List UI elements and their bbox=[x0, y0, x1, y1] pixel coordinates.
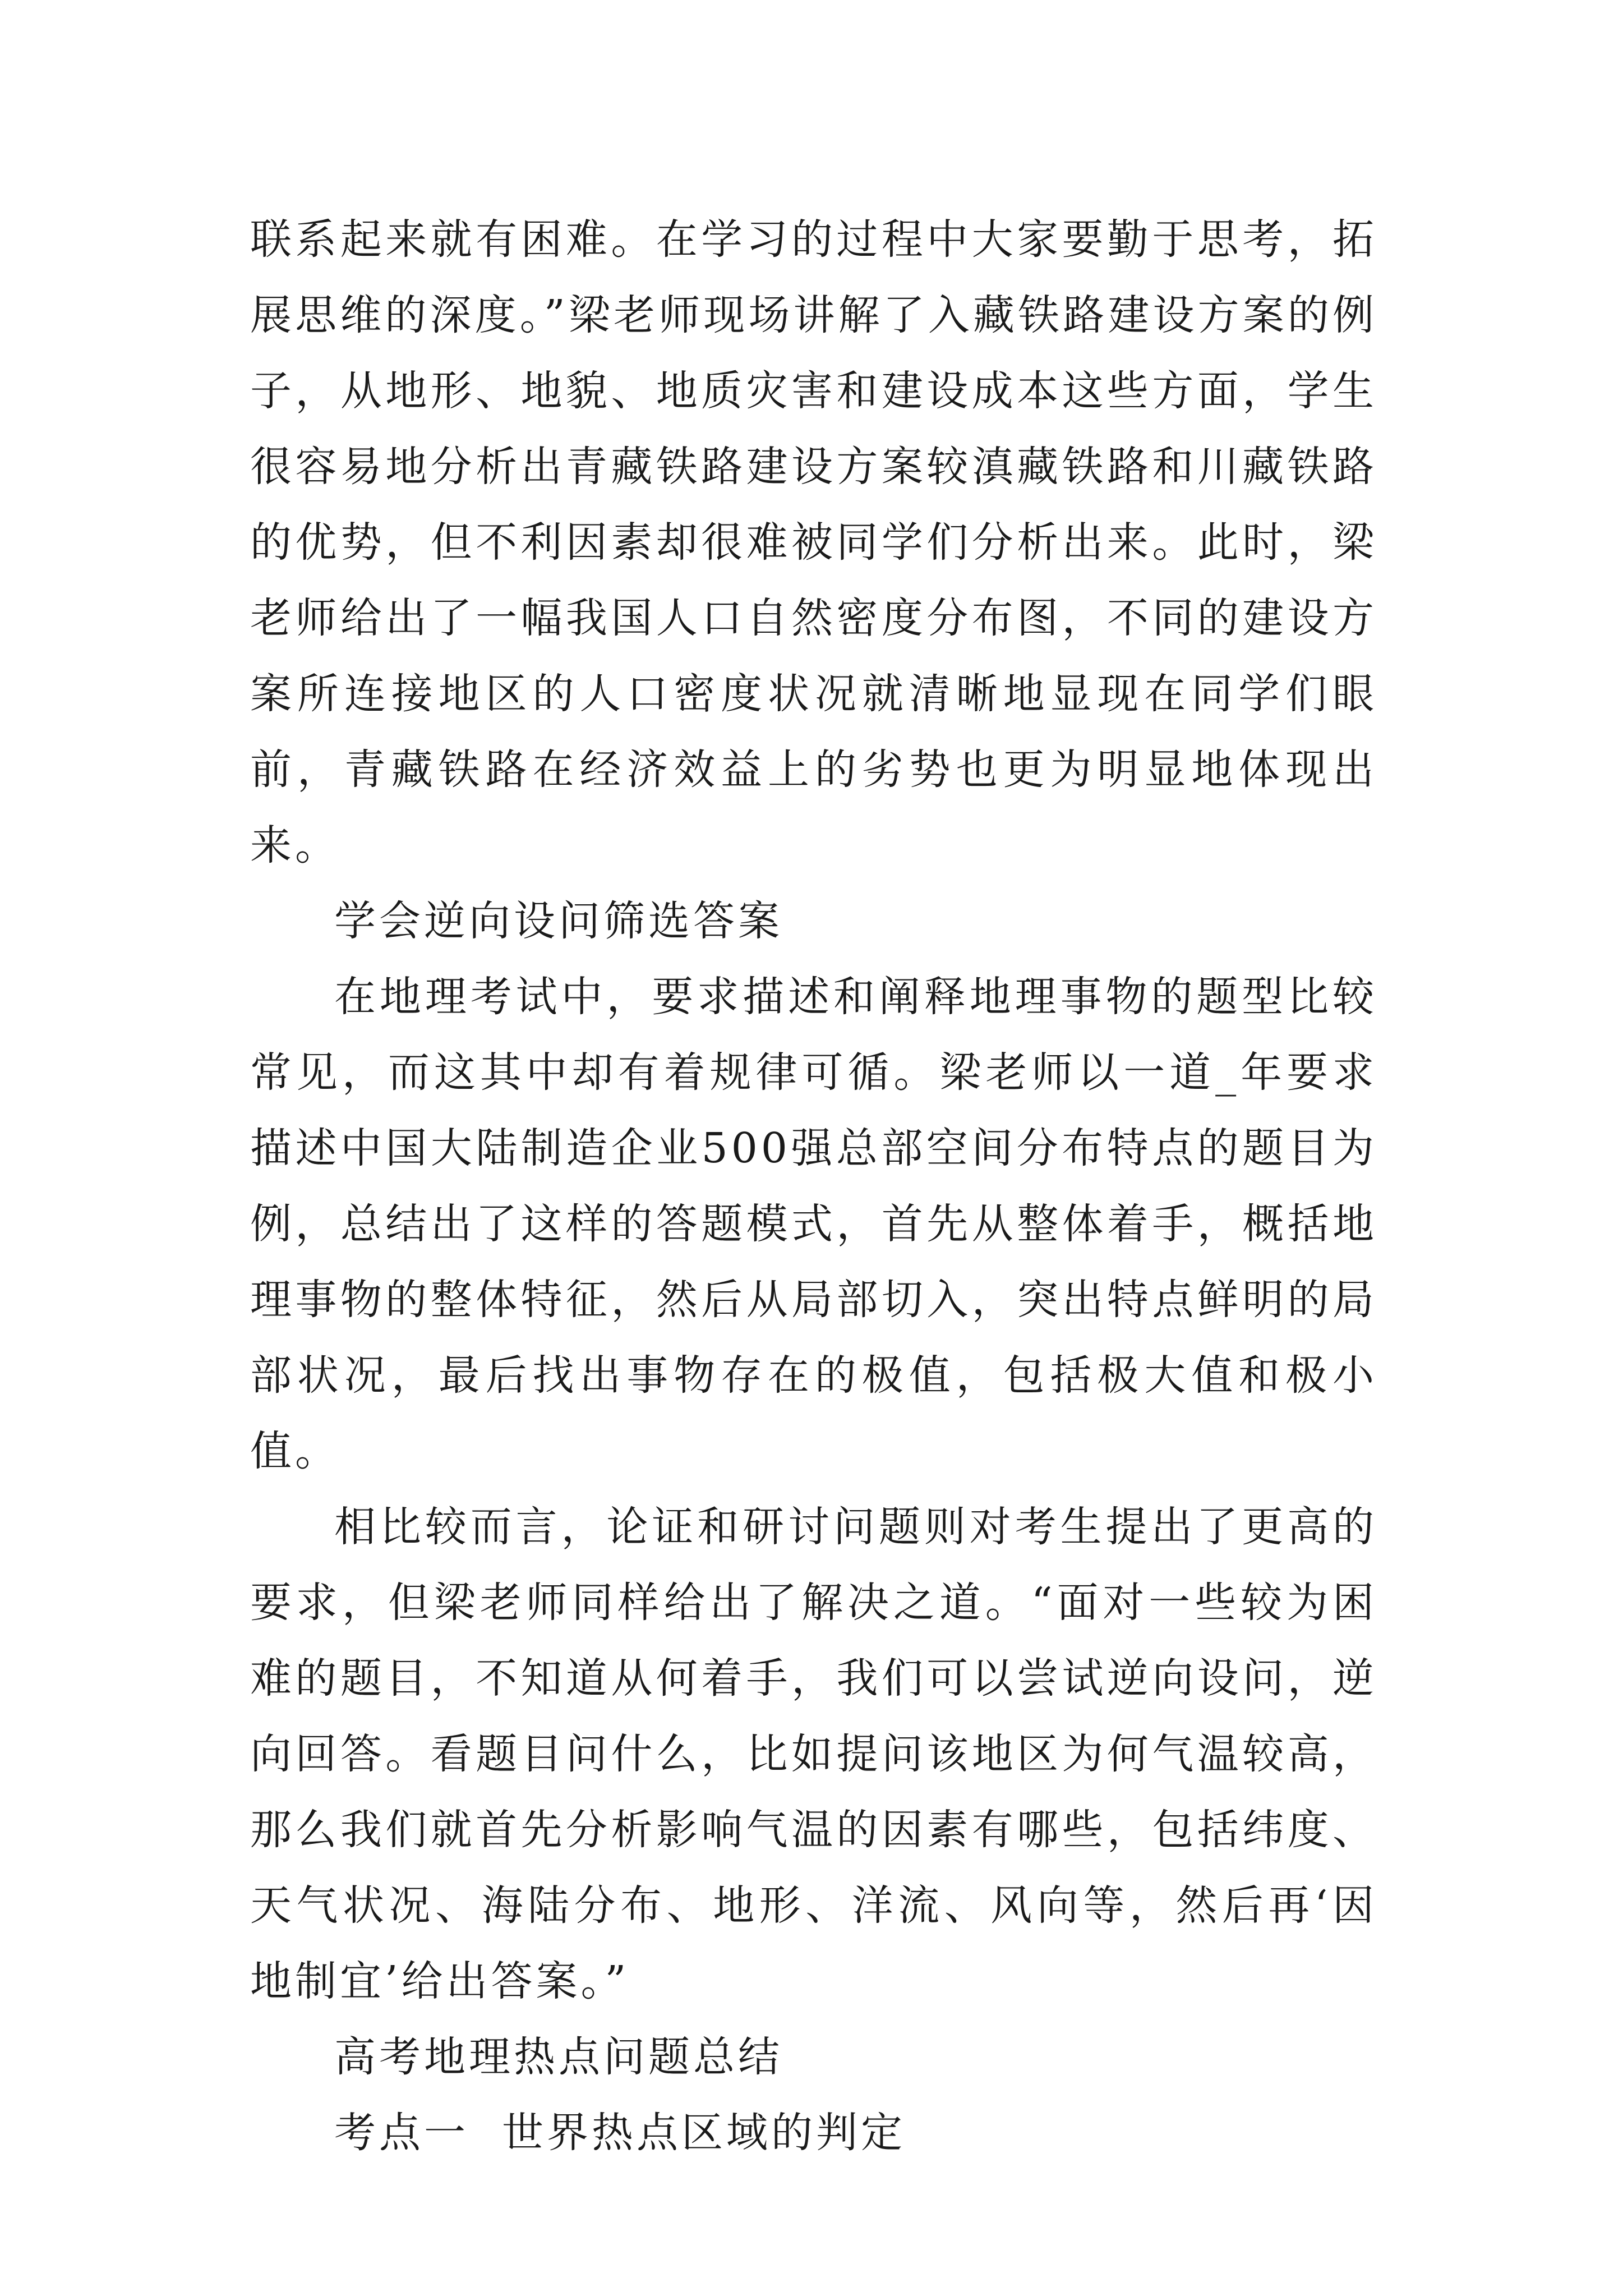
paragraph-continuation: 联系起来就有困难。在学习的过程中大家要勤于思考，拓展思维的深度。”梁老师现场讲解了入藏铁路建设方案的例子，从地形、地貌、地质灾害和建设成本这些方面，学生很容易地分析出青藏铁路建设方案较滇藏铁路和川藏铁路的优势，但不利因素却很难被同学们分析出来。此时，梁老师给出了一幅我国人口自然密度分布图，不同的建设方案所连接地区的人口密度状况就清晰地显现在同学们眼前，青藏铁路在经济效益上的劣势也更为明显地体现出来。 bbox=[250, 215, 1377, 869]
paragraph-argue-discuss: 相比较而言，论证和研讨问题则对考生提出了更高的要求，但梁老师同样给出了解决之道。“面对一些较为困难的题目，不知道从何着手，我们可以尝试逆向设问，逆向回答。看题目问什么，比如提问该地区为何气温较高，那么我们就首先分析影响气温的因素有哪些，包括纬度、天气状况、海陆分布、地形、洋流、风向等，然后再‘因地制宜’给出答案。” bbox=[250, 1503, 1377, 2005]
paragraph-describe-explain: 在地理考试中，要求描述和阐释地理事物的题型比较常见，而这其中却有着规律可循。梁老师以一道_年要求描述中国大陆制造企业500强总部空间分布特点的题目为例，总结出了这样的答题模式，首先从整体着手，概括地理事物的整体特征，然后从局部切入，突出特点鲜明的局部状况，最后找出事物存在的极值，包括极大值和极小值。 bbox=[250, 973, 1377, 1475]
document-body bbox=[250, 202, 1377, 2171]
section-heading-point-one: 考点一 世界热点区域的判定 bbox=[334, 2109, 906, 2157]
section-heading-hot-topics: 高考地理热点问题总结 bbox=[334, 2033, 783, 2081]
section-heading-reverse-questioning: 学会逆向设问筛选答案 bbox=[334, 897, 783, 945]
